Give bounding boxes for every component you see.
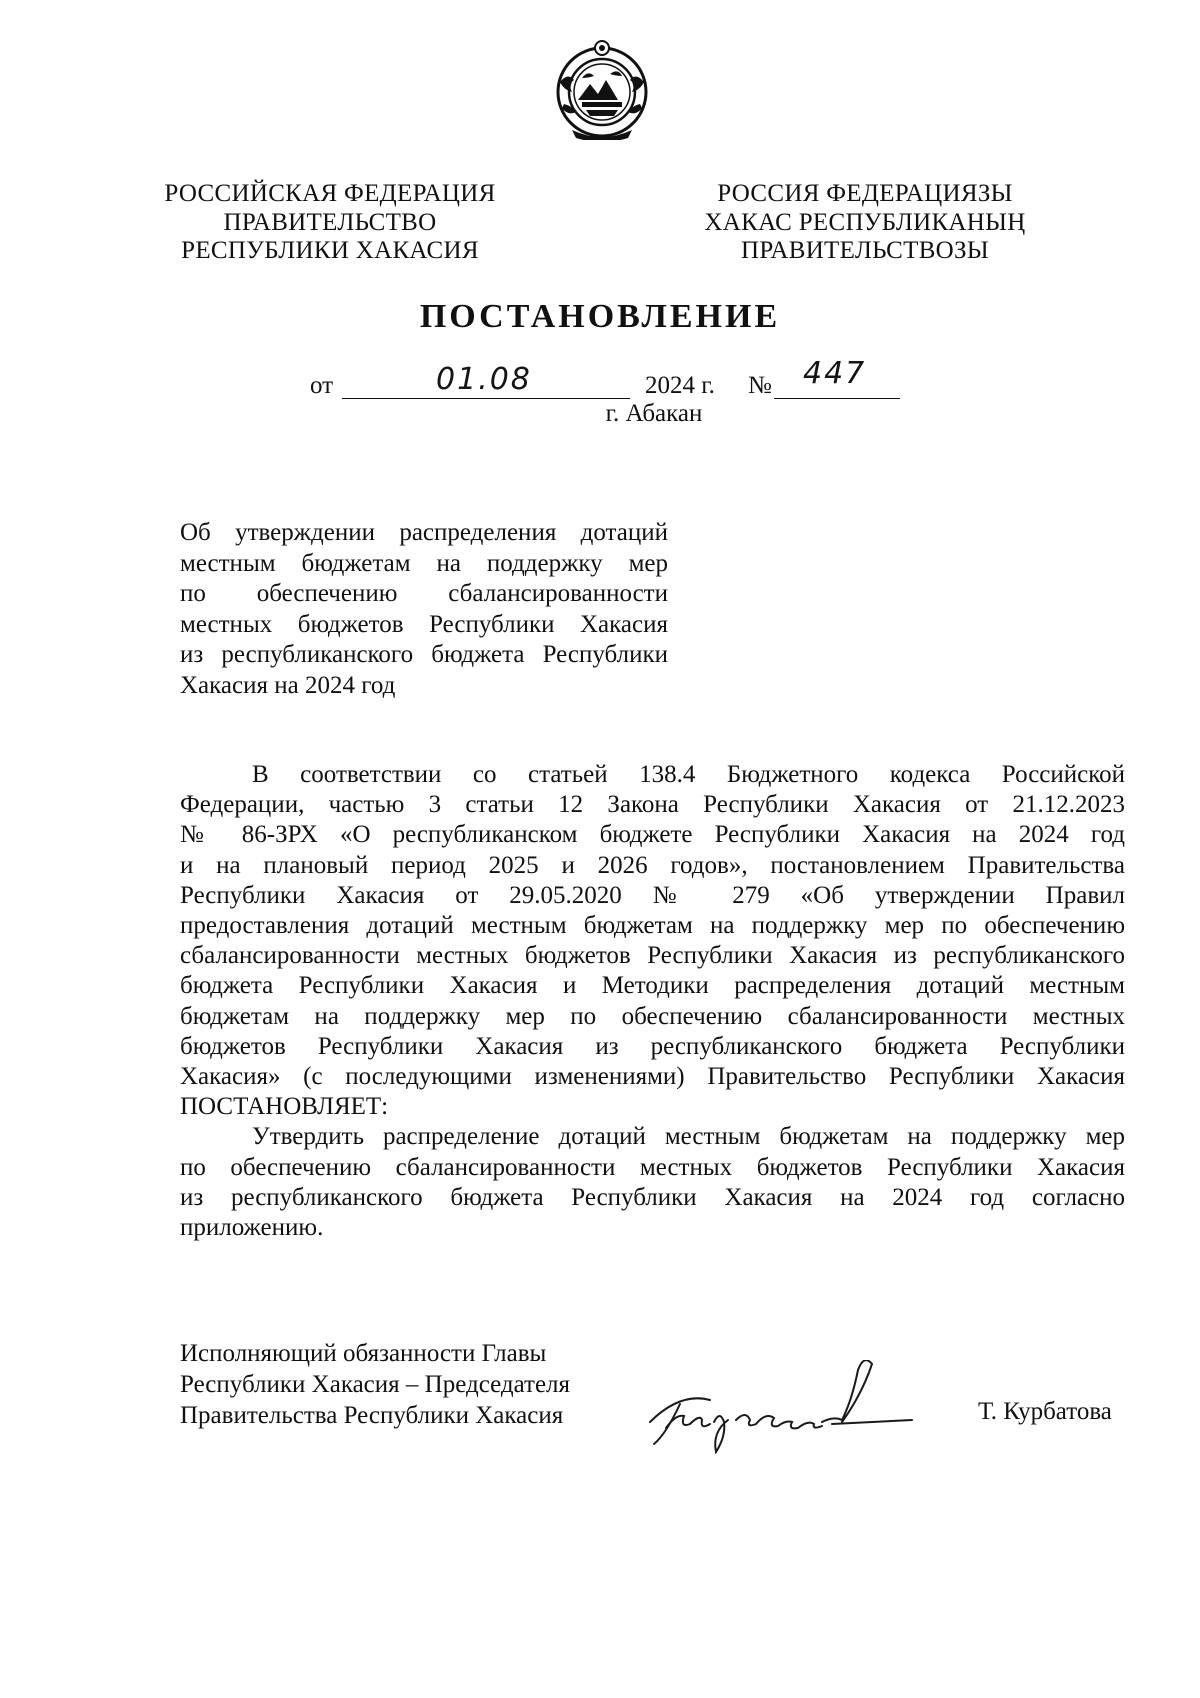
coat-of-arms-icon — [552, 38, 652, 140]
body-line: приложению. — [180, 1214, 324, 1242]
signatory-position-line: Исполняющий обязанности Главы — [180, 1340, 547, 1367]
header-left-line: РЕСПУБЛИКИ ХАКАСИЯ — [181, 237, 479, 264]
signatory-name: Т. Курбатова — [978, 1398, 1112, 1425]
year-label: 2024 г. — [645, 372, 715, 399]
body-line: Республики Хакасия от 29.05.2020 № 279 «Об утверждении Правил — [180, 881, 1125, 909]
body-line: Хакасия» (с последующими изменениями) Правительство Республики Хакасия — [180, 1063, 1125, 1091]
header-right-line: РОССИЯ ФЕДЕРАЦИЯЗЫ — [717, 180, 1013, 207]
body-line: № 86-ЗРХ «О республиканском бюджете Республики Хакасия на 2024 год — [180, 821, 1125, 849]
header-left — [160, 180, 500, 266]
body-line: Утвердить распределение дотаций местным бюджетам на поддержку мер — [252, 1123, 1125, 1151]
document-body — [180, 760, 1125, 1243]
subject-line: Об утверждении распределения дотаций — [180, 519, 668, 546]
signatory-position-line: Республики Хакасия – Председателя — [180, 1371, 571, 1398]
header-left-line: ПРАВИТЕЛЬСТВО — [223, 208, 437, 236]
body-line: сбалансированности местных бюджетов Республики Хакасия из республиканского — [180, 942, 1125, 970]
header-right — [695, 180, 1035, 266]
city-label: г. Абакан — [605, 400, 703, 427]
signatory-position — [180, 1338, 570, 1431]
body-line: предоставления дотаций местным бюджетам на поддержку мер по обеспечению — [180, 912, 1125, 940]
document-subject — [180, 518, 668, 701]
subject-line: местных бюджетов Республики Хакасия — [180, 610, 668, 638]
body-line: В соответствии со статьей 138.4 Бюджетного кодекса Российской — [252, 761, 1125, 788]
subject-line: Хакасия на 2024 год — [180, 671, 396, 699]
subject-line: по обеспечению сбалансированности — [180, 580, 668, 607]
body-line: бюджета Республики Хакасия и Методики распределения дотаций местным — [180, 972, 1125, 1000]
body-line: из республиканского бюджета Республики Хакасия на 2024 год согласно — [180, 1183, 1125, 1211]
document-type-title: ПОСТАНОВЛЕНИЕ — [419, 298, 781, 335]
number-label: № — [748, 372, 772, 399]
body-line: Федерации, частью 3 статьи 12 Закона Республики Хакасия от 21.12.2023 — [180, 791, 1125, 819]
body-line: и на плановый период 2025 и 2026 годов», постановлением Правительства — [180, 851, 1125, 879]
body-line: по обеспечению сбалансированности местных бюджетов Республики Хакасия — [180, 1153, 1125, 1181]
subject-line: местным бюджетам на поддержку мер — [180, 549, 668, 577]
handwritten-date: 01.08 — [436, 362, 532, 397]
header-left-line: РОССИЙСКАЯ ФЕДЕРАЦИЯ — [164, 180, 496, 207]
date-underline — [342, 398, 630, 399]
number-underline — [774, 398, 900, 399]
header-right-line: ХАКАС РЕСПУБЛИКАНЫҢ — [704, 208, 1026, 236]
handwritten-signature-icon — [636, 1360, 926, 1470]
body-line: бюджетов Республики Хакасия из республиканского бюджета Республики — [180, 1032, 1125, 1060]
subject-line: из республиканского бюджета Республики — [180, 641, 668, 668]
header-right-line: ПРАВИТЕЛЬСТВОЗЫ — [741, 237, 989, 264]
signatory-position-line: Правительства Республики Хакасия — [180, 1402, 564, 1429]
body-line: ПОСТАНОВЛЯЕТ: — [180, 1093, 389, 1121]
dateline — [0, 356, 1200, 402]
handwritten-number: 447 — [803, 356, 867, 391]
date-prefix: от — [310, 372, 334, 399]
body-line: бюджетам на поддержку мер по обеспечению сбалансированности местных — [180, 1002, 1125, 1030]
